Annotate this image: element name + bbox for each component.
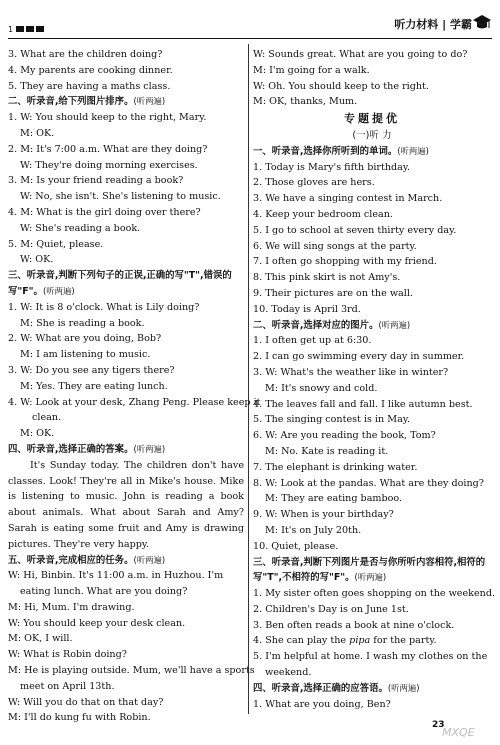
section-heading — [8, 442, 244, 458]
text-line: eating lunch. What are you doing? — [20, 586, 188, 598]
watermark-logo — [440, 720, 496, 742]
text-line: 3. M: Is your friend reading a book? — [8, 175, 184, 187]
listen-twice-note: (听两遍) — [133, 443, 166, 454]
text-line: W: You should keep your desk clean. — [8, 617, 186, 629]
text-line: 4. Keep your bedroom clean. — [253, 208, 393, 220]
section-heading-text: 一、听录音,选择你所听到的单词。 — [253, 145, 398, 157]
left-column — [8, 47, 261, 726]
header-marks — [8, 22, 44, 38]
text-line: M: No. Kate is reading it. — [265, 445, 389, 457]
right-column — [253, 47, 496, 712]
topic-title: 专题提优 — [344, 112, 400, 126]
text-line: 1. Today is Mary's fifth birthday. — [253, 161, 411, 173]
text-line: W: No, she isn't. She's listening to music. — [20, 191, 221, 203]
text-line: 3. W: What's the weather like in winter? — [253, 366, 449, 378]
text-line: W: Sounds great. What are you going to do? — [253, 49, 468, 60]
text-line: 2. I can go swimming every day in summer. — [253, 351, 465, 363]
text-line: M: Hi, Mum. I'm drawing. — [8, 601, 135, 613]
text-line: 7. The elephant is drinking water. — [253, 461, 418, 473]
section-heading — [8, 94, 244, 110]
section-heading — [253, 144, 491, 160]
text-line: 4. The leaves fall and fall. I like autumn best. — [253, 398, 473, 410]
page-header — [0, 0, 500, 40]
header-rule — [8, 38, 492, 39]
text-line: 5. They are having a maths class. — [8, 80, 171, 92]
text-line: 6. W: Are you reading the book, Tom? — [253, 430, 436, 442]
text-line: M: I'm going for a walk. — [253, 64, 370, 76]
page-number: 23 — [432, 720, 445, 730]
text-line: 2. Those gloves are hers. — [253, 177, 375, 189]
text-line: 1. What are you doing, Ben? — [253, 698, 391, 710]
text-line: 10. Today is April 3rd. — [253, 303, 361, 315]
text-line: 1. W: It is 8 o'clock. What is Lily doing? — [8, 301, 200, 313]
text-line: W: Will you do that on that day? — [8, 696, 164, 708]
text-line: W: They're doing morning exercises. — [20, 159, 198, 171]
text-line: 9. W: When is your birthday? — [253, 509, 394, 521]
passage-paragraph: It's Sunday today. The children don't have classes. Look! They're all in Mike's house. Mike is listening to music. John is reading a book about animals. What about Sarah and Amy? Sarah is eating some fruit and Amy is drawing pictures. They're very happy. — [8, 459, 244, 550]
text-line: 2. W: What are you doing, Bob? — [8, 333, 162, 345]
listen-twice-note: (听两遍) — [387, 682, 420, 693]
text-line: 4. W: Look at your desk, Zhang Peng. Please keep it — [8, 396, 261, 408]
header-block — [26, 26, 34, 32]
topic-subtitle: (一)听 力 — [352, 129, 392, 141]
section-heading-text: 三、听录音,判断下列句子的正误,正确的写"T",错误的写"F"。 — [8, 270, 232, 297]
text-line: 3. What are the children doing? — [8, 49, 163, 60]
text-line: 9. Their pictures are on the wall. — [253, 287, 413, 299]
text-line: weekend. — [265, 667, 312, 679]
text-line: 5. M: Quiet, please. — [8, 238, 104, 250]
section-heading-text: 二、听录音,选择对应的图片。 — [253, 319, 379, 331]
section-heading — [8, 553, 244, 569]
text-line: 8. W: Look at the pandas. What are they doing? — [253, 477, 484, 489]
header-block — [16, 26, 24, 32]
text-line: 5. I'm helpful at home. I wash my clothes on the — [253, 651, 488, 663]
text-line: 3. Ben often reads a book at nine o'clock. — [253, 619, 455, 631]
text-line: 3. We have a singing contest in March. — [253, 193, 443, 205]
text-line: M: OK, I will. — [8, 633, 73, 645]
section-heading — [253, 555, 491, 587]
section-heading — [8, 268, 244, 300]
text-line: M: It's on July 20th. — [265, 524, 362, 536]
text-line: M: They are eating bamboo. — [265, 493, 403, 505]
text-line: M: He is playing outside. Mum, we'll have a sports — [8, 665, 255, 677]
text-line: 8. This pink skirt is not Amy's. — [253, 272, 401, 284]
listen-twice-note: (听两遍) — [133, 96, 166, 107]
section-heading-text: 五、听录音,完成相应的任务。 — [8, 554, 134, 566]
text-line: clean. — [32, 412, 62, 424]
column-divider — [248, 44, 249, 714]
listen-twice-note: (听两遍) — [378, 319, 411, 330]
text-line: M: OK. — [20, 428, 55, 440]
header-block — [36, 26, 44, 32]
text-line: 4. She can play the pipa for the party. — [253, 635, 437, 647]
listen-twice-note: (听两遍) — [133, 554, 166, 565]
section-heading — [253, 318, 491, 334]
text-line: 2. Children's Day is on June 1st. — [253, 603, 409, 615]
text-line: 2. M: It's 7:00 a.m. What are they doing? — [8, 143, 208, 155]
text-line: M: She is reading a book. — [20, 317, 145, 329]
text-line: 1. W: You should keep to the right, Mary. — [8, 112, 207, 124]
listen-twice-note: (听两遍) — [354, 572, 387, 583]
text-line: 5. I go to school at seven thirty every day. — [253, 224, 457, 236]
text-line: 4. My parents are cooking dinner. — [8, 64, 173, 76]
section-heading-text: 三、听录音,判断下列图片是否与你所听内容相符,相符的写"T",不相符的写"F"。 — [253, 556, 486, 584]
text-line: M: It's snowy and cold. — [265, 382, 378, 394]
text-line: M: OK. — [20, 127, 55, 139]
text-line: M: OK, thanks, Mum. — [253, 96, 358, 108]
svg-text:MXQE: MXQE — [442, 726, 475, 739]
text-line: 4. M: What is the girl doing over there? — [8, 206, 201, 218]
text-line: 6. We will sing songs at the party. — [253, 240, 417, 252]
text-line: 10. Quiet, please. — [253, 540, 339, 552]
text-line: W: OK. — [20, 254, 54, 266]
section-heading-text: 四、听录音,选择正确的应答语。 — [253, 682, 388, 694]
section-heading-text: 二、听录音,给下列图片排序。 — [8, 96, 134, 108]
text-line: 5. The singing contest is in May. — [253, 414, 411, 426]
text-line: 1. I often get up at 6:30. — [253, 335, 372, 347]
text-line: 1. My sister often goes shopping on the weekend. — [253, 588, 496, 600]
text-line: 3. W: Do you see any tigers there? — [8, 364, 175, 376]
text-line: 7. I often go shopping with my friend. — [253, 256, 437, 268]
text-line: W: What is Robin doing? — [8, 649, 127, 661]
text-line: M: I am listening to music. — [20, 349, 151, 361]
header-mark-text: 1 — [8, 25, 15, 34]
text-line: W: Oh. You should keep to the right. — [253, 80, 429, 92]
text-line: W: Hi, Binbin. It's 11:00 a.m. in Huzhou. I'm — [8, 570, 224, 582]
text-line: M: I'll do kung fu with Robin. — [8, 712, 151, 724]
section-heading-text: 四、听录音,选择正确的答案。 — [8, 443, 134, 455]
header-title: 听力材料 | 学霸 — [394, 18, 472, 31]
listen-twice-note: (听两遍) — [397, 145, 429, 156]
section-heading — [253, 681, 491, 697]
text-line: W: She's reading a book. — [20, 222, 141, 234]
text-line: M: Yes. They are eating lunch. — [20, 380, 168, 392]
listen-twice-note: (听两遍) — [42, 285, 75, 296]
mortarboard-icon — [472, 12, 492, 32]
text-line: meet on April 13th. — [20, 680, 115, 692]
